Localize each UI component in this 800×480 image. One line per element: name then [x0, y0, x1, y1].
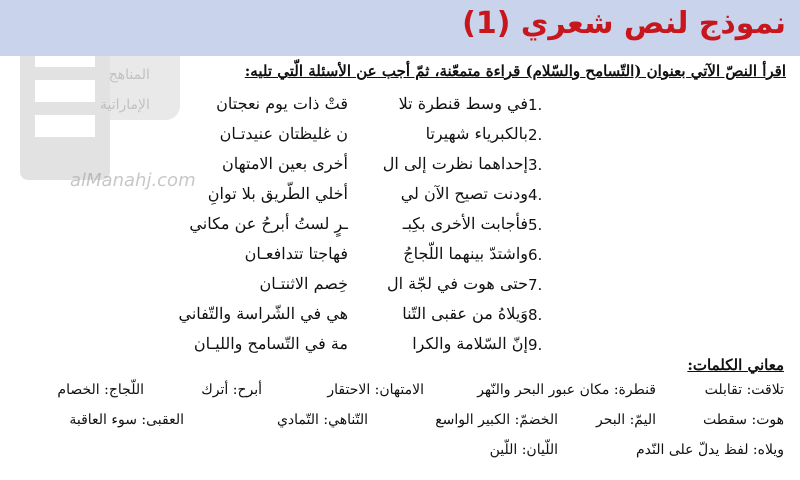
meaning-item: قنطرة: مكان عبور البحر والنّهر — [477, 382, 656, 398]
verse-first-hemistich: بالكبرياء شهيرتا — [425, 124, 528, 143]
meanings-row — [14, 412, 784, 438]
verse-second-hemistich: أخرى بعين الامتهان — [221, 154, 348, 173]
poem-verse — [0, 92, 800, 122]
verse-number: 6. — [528, 246, 543, 264]
verse-number: 4. — [528, 186, 543, 204]
verse-first-hemistich: واشتدّ بينهما اللّجاجُ — [403, 244, 528, 263]
poem-verse — [0, 212, 800, 242]
verse-second-hemistich: أخلي الطّريق بلا توانِ — [207, 184, 348, 203]
poem-verse — [0, 332, 800, 362]
poem-verse — [0, 122, 800, 152]
meaning-item: اليمّ: البحر — [595, 412, 656, 428]
verse-number: 8. — [528, 306, 543, 324]
verse-first-hemistich: إحداهما نظرت إلى ال — [382, 154, 528, 173]
meanings-title: معاني الكلمات: — [687, 356, 784, 374]
watermark-ar-line2: الإماراتية — [100, 97, 150, 113]
poem-verse — [0, 152, 800, 182]
verse-second-hemistich: ن غليظتان عنيدتـان — [219, 124, 348, 143]
verse-number: 9. — [528, 336, 543, 354]
watermark-text: alManahj.com — [70, 170, 196, 191]
verse-number: 2. — [528, 126, 543, 144]
verse-second-hemistich: قتْ ذات يوم نعجتان — [216, 94, 348, 113]
verse-second-hemistich: خِصم الاثنتـان — [259, 274, 348, 293]
verse-number: 7. — [528, 276, 543, 294]
meaning-item: العقبى: سوء العاقبة — [69, 412, 184, 428]
verse-second-hemistich: مة في التّسامح والليـان — [193, 334, 348, 353]
poem-verse — [0, 272, 800, 302]
meaning-item: الخضمّ: الكبير الواسع — [435, 412, 558, 428]
page-title: نموذج لنص شعري (1) — [462, 6, 786, 41]
verse-first-hemistich: ودنت تصيح الآن لي — [400, 184, 528, 203]
verse-second-hemistich: ـرٍ لستُ أبرحُ عن مكاني — [189, 214, 348, 233]
verse-second-hemistich: فهاجتا تتدافعـان — [244, 244, 348, 263]
verse-number: 3. — [528, 156, 543, 174]
meaning-item: الامتهان: الاحتقار — [327, 382, 424, 398]
verse-first-hemistich: فأجابت الأخرى بكِبـ — [402, 214, 528, 233]
meaning-item: اللّيان: اللّين — [489, 442, 558, 458]
meaning-item: ويلاه: لفظ يدلّ على النّدم — [636, 442, 784, 458]
verse-second-hemistich: هي في الشّراسة والتّفاني — [178, 304, 348, 323]
verse-first-hemistich: في وسط قنطرة تلا — [398, 94, 528, 113]
poem-verse — [0, 242, 800, 272]
meanings-row — [14, 382, 784, 408]
meaning-item: تلاقت: تقابلت — [704, 382, 784, 398]
verse-first-hemistich: إنّ السّلامة والكرا — [412, 334, 528, 353]
meaning-item: أبرح: أترك — [201, 382, 262, 398]
instructions: اقرأ النصّ الآتي بعنوان (التّسامح والسّلام) قراءة متمعّنة، ثمّ أجب عن الأسئلة الّتي تليه: — [244, 62, 786, 80]
meaning-item: اللّجاج: الخصام — [57, 382, 144, 398]
verse-number: 5. — [528, 216, 543, 234]
verse-first-hemistich: وَيلاهُ من عقبى التّنا — [402, 304, 528, 323]
meanings-row — [14, 442, 784, 468]
verse-number: 1. — [528, 96, 543, 114]
meaning-item: التّناهي: التّمادي — [276, 412, 368, 428]
watermark-ar-line1: المناهج — [108, 67, 150, 83]
poem-verse — [0, 302, 800, 332]
meaning-item: هوت: سقطت — [702, 412, 784, 428]
poem-verse — [0, 182, 800, 212]
verse-first-hemistich: حتى هوت في لجّة ال — [387, 274, 528, 293]
